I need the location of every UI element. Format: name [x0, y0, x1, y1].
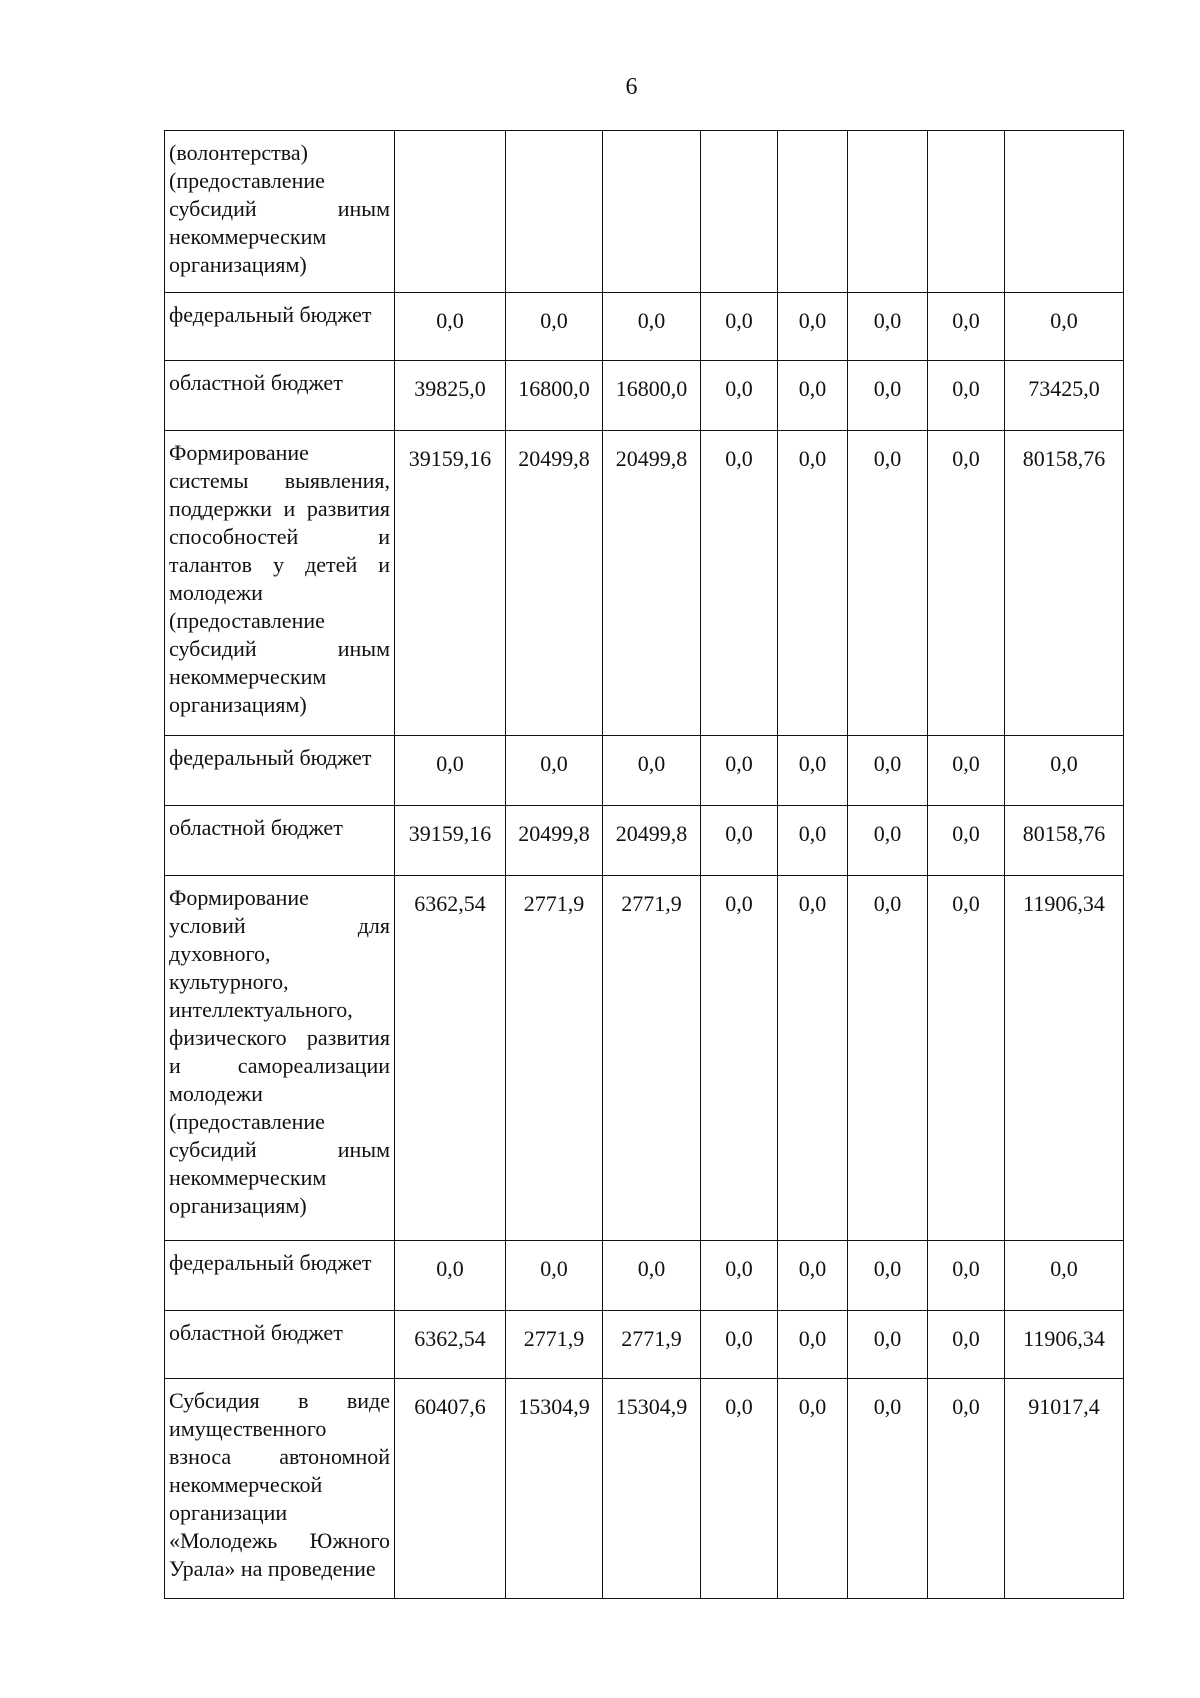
value-cell: 0,0 — [701, 806, 778, 876]
row-label: областной бюджет — [169, 1320, 343, 1345]
value-cell — [778, 131, 848, 293]
value-cell: 0,0 — [848, 1311, 928, 1379]
value-cell — [1005, 131, 1124, 293]
value-cell — [848, 131, 928, 293]
value-cell: 80158,76 — [1005, 806, 1124, 876]
table-row — [165, 736, 1124, 806]
budget-table — [164, 130, 1124, 1599]
value-cell: 0,0 — [928, 736, 1005, 806]
value-cell: 2771,9 — [506, 876, 603, 1241]
value-cell: 0,0 — [778, 1379, 848, 1599]
row-label-cell — [165, 131, 395, 293]
row-label: Формирование условий для духовного, культурного, интеллектуального, физического развития и самореализации молодежи (предоставление субсидий иным некоммерческим организациям) — [169, 885, 390, 1218]
value-cell: 0,0 — [701, 431, 778, 736]
table-row — [165, 131, 1124, 293]
value-cell: 6362,54 — [395, 876, 506, 1241]
row-label-cell — [165, 1311, 395, 1379]
value-cell: 0,0 — [778, 806, 848, 876]
value-cell: 0,0 — [848, 876, 928, 1241]
value-cell: 39159,16 — [395, 431, 506, 736]
row-label: Формирование системы выявления, поддержки и развития способностей и талантов у детей и молодежи (предоставление субсидий иным некоммерческим организациям) — [169, 440, 390, 717]
table-row — [165, 293, 1124, 361]
value-cell: 20499,8 — [603, 806, 701, 876]
value-cell: 0,0 — [701, 876, 778, 1241]
value-cell: 2771,9 — [506, 1311, 603, 1379]
value-cell: 11906,34 — [1005, 876, 1124, 1241]
value-cell: 0,0 — [848, 736, 928, 806]
table-row — [165, 1379, 1124, 1599]
value-cell: 0,0 — [778, 1241, 848, 1311]
value-cell: 0,0 — [1005, 1241, 1124, 1311]
value-cell: 60407,6 — [395, 1379, 506, 1599]
table-row — [165, 431, 1124, 736]
value-cell: 0,0 — [701, 293, 778, 361]
value-cell: 0,0 — [848, 1241, 928, 1311]
value-cell: 39159,16 — [395, 806, 506, 876]
value-cell: 0,0 — [848, 1379, 928, 1599]
row-label: федеральный бюджет — [169, 1250, 372, 1275]
value-cell: 16800,0 — [603, 361, 701, 431]
value-cell: 0,0 — [928, 1379, 1005, 1599]
value-cell: 15304,9 — [603, 1379, 701, 1599]
value-cell — [928, 131, 1005, 293]
value-cell — [603, 131, 701, 293]
value-cell: 0,0 — [1005, 293, 1124, 361]
row-label-cell — [165, 431, 395, 736]
row-label-cell — [165, 293, 395, 361]
value-cell: 0,0 — [928, 293, 1005, 361]
value-cell: 2771,9 — [603, 876, 701, 1241]
row-label: федеральный бюджет — [169, 745, 372, 770]
table-row — [165, 806, 1124, 876]
value-cell: 0,0 — [778, 293, 848, 361]
value-cell — [701, 131, 778, 293]
value-cell: 0,0 — [1005, 736, 1124, 806]
value-cell: 11906,34 — [1005, 1311, 1124, 1379]
value-cell: 0,0 — [778, 876, 848, 1241]
row-label-cell — [165, 1241, 395, 1311]
value-cell: 0,0 — [603, 736, 701, 806]
row-label-cell — [165, 1379, 395, 1599]
value-cell: 20499,8 — [603, 431, 701, 736]
value-cell: 0,0 — [701, 736, 778, 806]
value-cell: 0,0 — [603, 1241, 701, 1311]
value-cell: 0,0 — [506, 293, 603, 361]
value-cell: 0,0 — [848, 293, 928, 361]
table-row — [165, 361, 1124, 431]
value-cell: 0,0 — [928, 1241, 1005, 1311]
row-label-cell — [165, 876, 395, 1241]
value-cell: 91017,4 — [1005, 1379, 1124, 1599]
value-cell: 20499,8 — [506, 431, 603, 736]
value-cell: 0,0 — [778, 736, 848, 806]
row-label: (волонтерства) (предоставление субсидий иным некоммерческим организациям) — [169, 140, 390, 277]
value-cell: 0,0 — [848, 806, 928, 876]
row-label: федеральный бюджет — [169, 302, 372, 327]
value-cell: 15304,9 — [506, 1379, 603, 1599]
value-cell: 0,0 — [506, 736, 603, 806]
value-cell: 0,0 — [778, 361, 848, 431]
value-cell: 2771,9 — [603, 1311, 701, 1379]
value-cell: 0,0 — [848, 361, 928, 431]
value-cell: 73425,0 — [1005, 361, 1124, 431]
row-label: областной бюджет — [169, 370, 343, 395]
value-cell: 0,0 — [778, 431, 848, 736]
value-cell: 0,0 — [395, 1241, 506, 1311]
value-cell: 0,0 — [506, 1241, 603, 1311]
value-cell: 0,0 — [928, 876, 1005, 1241]
value-cell: 80158,76 — [1005, 431, 1124, 736]
table-row — [165, 876, 1124, 1241]
value-cell: 0,0 — [701, 1379, 778, 1599]
row-label: Субсидия в виде имущественного взноса автономной некоммерческой организации «Молодежь Южного Урала» на проведение — [169, 1388, 390, 1581]
value-cell: 39825,0 — [395, 361, 506, 431]
value-cell — [506, 131, 603, 293]
value-cell — [395, 131, 506, 293]
value-cell: 0,0 — [701, 361, 778, 431]
value-cell: 20499,8 — [506, 806, 603, 876]
value-cell: 0,0 — [928, 806, 1005, 876]
row-label: областной бюджет — [169, 815, 343, 840]
value-cell: 0,0 — [778, 1311, 848, 1379]
table-row — [165, 1241, 1124, 1311]
value-cell: 0,0 — [928, 361, 1005, 431]
row-label-cell — [165, 806, 395, 876]
value-cell: 0,0 — [603, 293, 701, 361]
value-cell: 0,0 — [701, 1241, 778, 1311]
value-cell: 0,0 — [848, 431, 928, 736]
value-cell: 0,0 — [928, 431, 1005, 736]
value-cell: 0,0 — [701, 1311, 778, 1379]
value-cell: 6362,54 — [395, 1311, 506, 1379]
value-cell: 16800,0 — [506, 361, 603, 431]
page-number: 6 — [625, 74, 638, 100]
value-cell: 0,0 — [395, 293, 506, 361]
row-label-cell — [165, 361, 395, 431]
value-cell: 0,0 — [928, 1311, 1005, 1379]
value-cell: 0,0 — [395, 736, 506, 806]
table-row — [165, 1311, 1124, 1379]
row-label-cell — [165, 736, 395, 806]
